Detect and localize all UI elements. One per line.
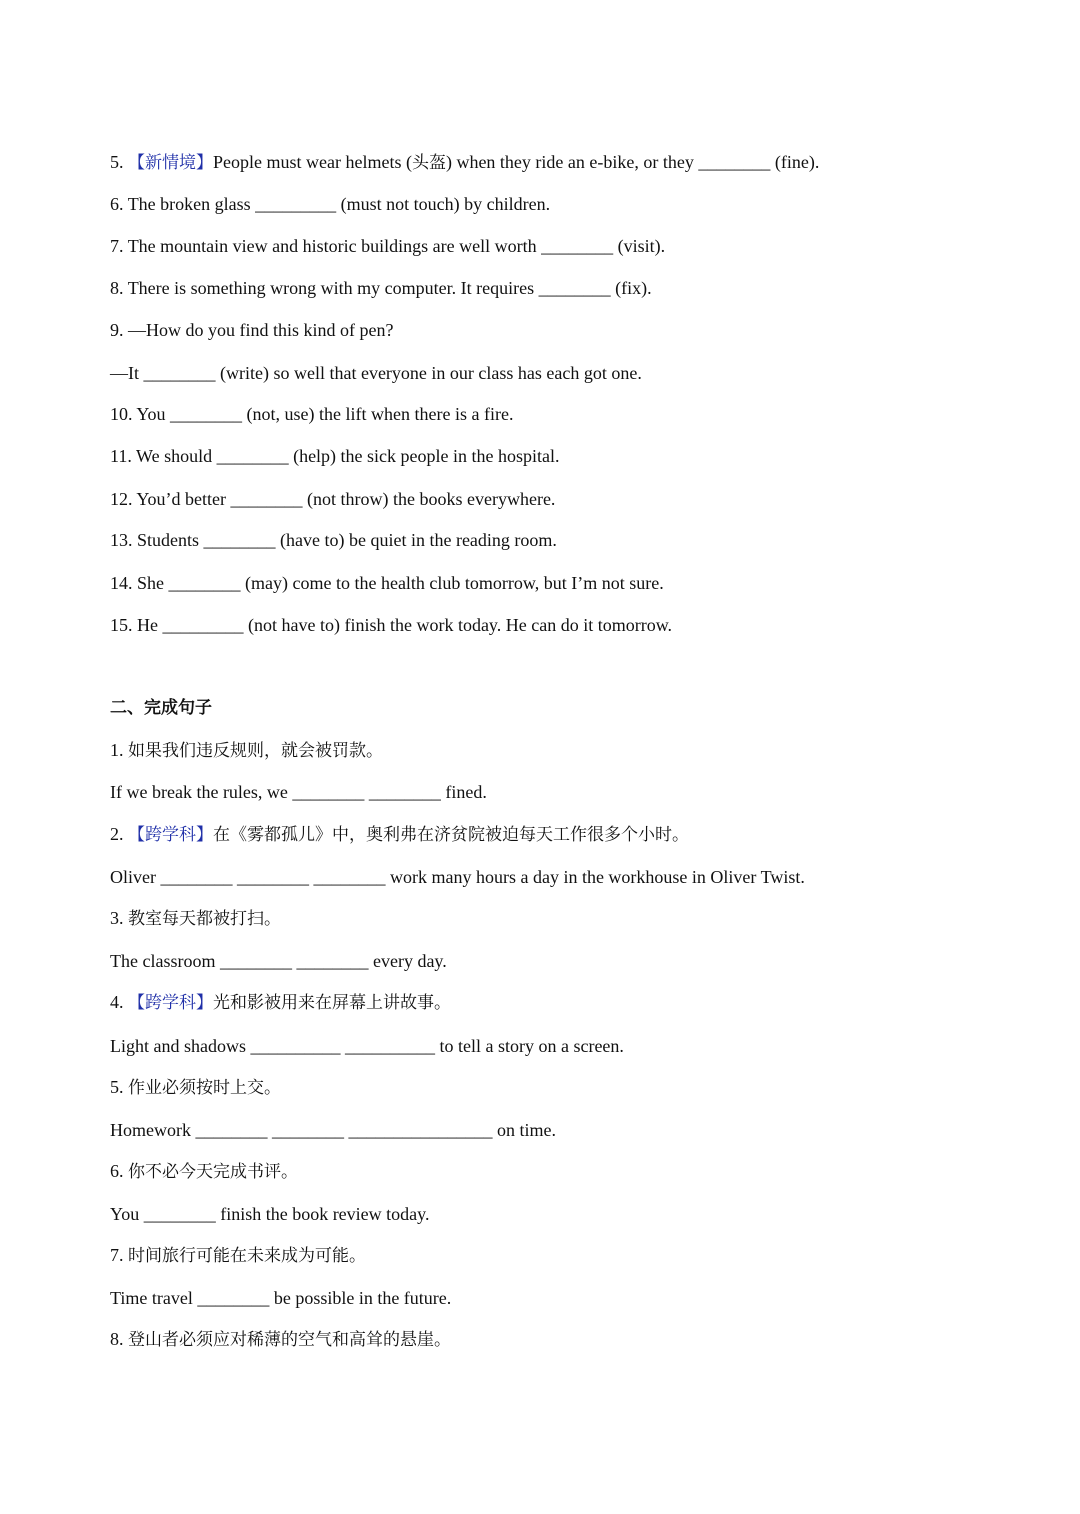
question-number: 9. (110, 320, 124, 340)
sentence-1-chinese (110, 735, 1010, 765)
english-sentence: Homework ________ ________ ________________ on time. (110, 1120, 556, 1140)
question-8 (110, 273, 1010, 303)
section-heading: 二、完成句子 (110, 698, 212, 718)
sentence-2-chinese (110, 819, 1010, 849)
sentence-1-english (110, 777, 1010, 807)
question-number: 14. (110, 573, 133, 593)
question-number: 8. (110, 1329, 124, 1349)
question-number: 6. (110, 194, 124, 214)
question-11 (110, 441, 1010, 471)
question-5 (110, 147, 1010, 177)
question-text: ) when they ride an e-bike, or they ________ (fine). (445, 152, 820, 172)
sentence-7-chinese (110, 1240, 1010, 1270)
question-number: 4. (110, 992, 124, 1012)
question-number: 13. (110, 530, 133, 550)
chinese-prompt: 在《雾都孤儿》中，奥利弗在济贫院被迫每天工作很多个小时。 (213, 825, 689, 845)
sentence-3-english (110, 946, 1010, 976)
sentence-6-english (110, 1199, 1010, 1229)
question-text: —How do you find this kind of pen? (128, 320, 394, 340)
sentence-8-chinese (110, 1324, 1010, 1354)
question-text: We should ________ (help) the sick people in the hospital. (136, 446, 560, 466)
question-number: 8. (110, 278, 124, 298)
sentence-3-chinese (110, 903, 1010, 933)
question-number: 7. (110, 236, 124, 256)
sentence-5-english (110, 1115, 1010, 1145)
question-number: 15. (110, 615, 133, 635)
context-tag: 【新情境】 (128, 153, 213, 173)
question-15 (110, 610, 1010, 640)
question-7 (110, 231, 1010, 261)
question-9-reply (110, 358, 1010, 388)
english-sentence: Time travel ________ be possible in the future. (110, 1288, 452, 1308)
question-10 (110, 399, 1010, 429)
chinese-prompt: 教室每天都被打扫。 (128, 909, 281, 929)
question-9 (110, 315, 1010, 345)
chinese-prompt: 登山者必须应对稀薄的空气和高耸的悬崖。 (128, 1330, 451, 1350)
question-14 (110, 568, 1010, 598)
sentence-2-english (110, 862, 1010, 892)
english-sentence: If we break the rules, we ________ ________ fined. (110, 782, 487, 802)
english-sentence: You ________ finish the book review today. (110, 1204, 430, 1224)
sentence-5-chinese (110, 1072, 1010, 1102)
gloss-text: 头盔 (411, 153, 446, 173)
sentence-4-english (110, 1031, 1010, 1061)
chinese-prompt: 时间旅行可能在未来成为可能。 (128, 1246, 366, 1266)
question-13 (110, 525, 1010, 555)
question-text: The broken glass _________ (must not touch) by children. (127, 194, 551, 214)
question-text: He _________ (not have to) finish the work today. He can do it tomorrow. (137, 615, 673, 635)
sentence-7-english (110, 1283, 1010, 1313)
question-number: 10. (110, 404, 133, 424)
question-text: Students ________ (have to) be quiet in the reading room. (137, 530, 557, 550)
english-sentence: The classroom ________ ________ every day. (110, 951, 447, 971)
question-text: —It ________ (write) so well that everyone in our class has each got one. (110, 363, 642, 383)
sentence-6-chinese (110, 1156, 1010, 1186)
chinese-prompt: 如果我们违反规则，就会被罚款。 (128, 741, 383, 761)
question-text: You’d better ________ (not throw) the books everywhere. (136, 489, 556, 509)
chinese-prompt: 作业必须按时上交。 (128, 1078, 281, 1098)
question-number: 2. (110, 824, 124, 844)
chinese-prompt: 你不必今天完成书评。 (128, 1162, 298, 1182)
question-text: The mountain view and historic buildings are well worth ________ (visit). (127, 236, 666, 256)
question-number: 5. (110, 152, 124, 172)
question-text: You ________ (not, use) the lift when there is a fire. (136, 404, 514, 424)
question-number: 6. (110, 1161, 124, 1181)
question-number: 1. (110, 740, 124, 760)
english-sentence: Oliver ________ ________ ________ work many hours a day in the workhouse in Oliver Twist. (110, 867, 805, 887)
question-number: 11. (110, 446, 132, 466)
sentence-4-chinese (110, 987, 1010, 1017)
question-6 (110, 189, 1010, 219)
question-text: She ________ (may) come to the health club tomorrow, but I’m not sure. (137, 573, 664, 593)
question-number: 3. (110, 908, 124, 928)
chinese-prompt: 光和影被用来在屏幕上讲故事。 (213, 993, 451, 1013)
subject-tag: 【跨学科】 (128, 993, 213, 1013)
question-number: 12. (110, 489, 133, 509)
question-text: There is something wrong with my computer. It requires ________ (fix). (127, 278, 652, 298)
question-number: 5. (110, 1077, 124, 1097)
english-sentence: Light and shadows __________ __________ to tell a story on a screen. (110, 1036, 624, 1056)
question-number: 7. (110, 1245, 124, 1265)
question-text: People must wear helmets ( (213, 152, 412, 172)
subject-tag: 【跨学科】 (128, 825, 213, 845)
question-12 (110, 484, 1010, 514)
